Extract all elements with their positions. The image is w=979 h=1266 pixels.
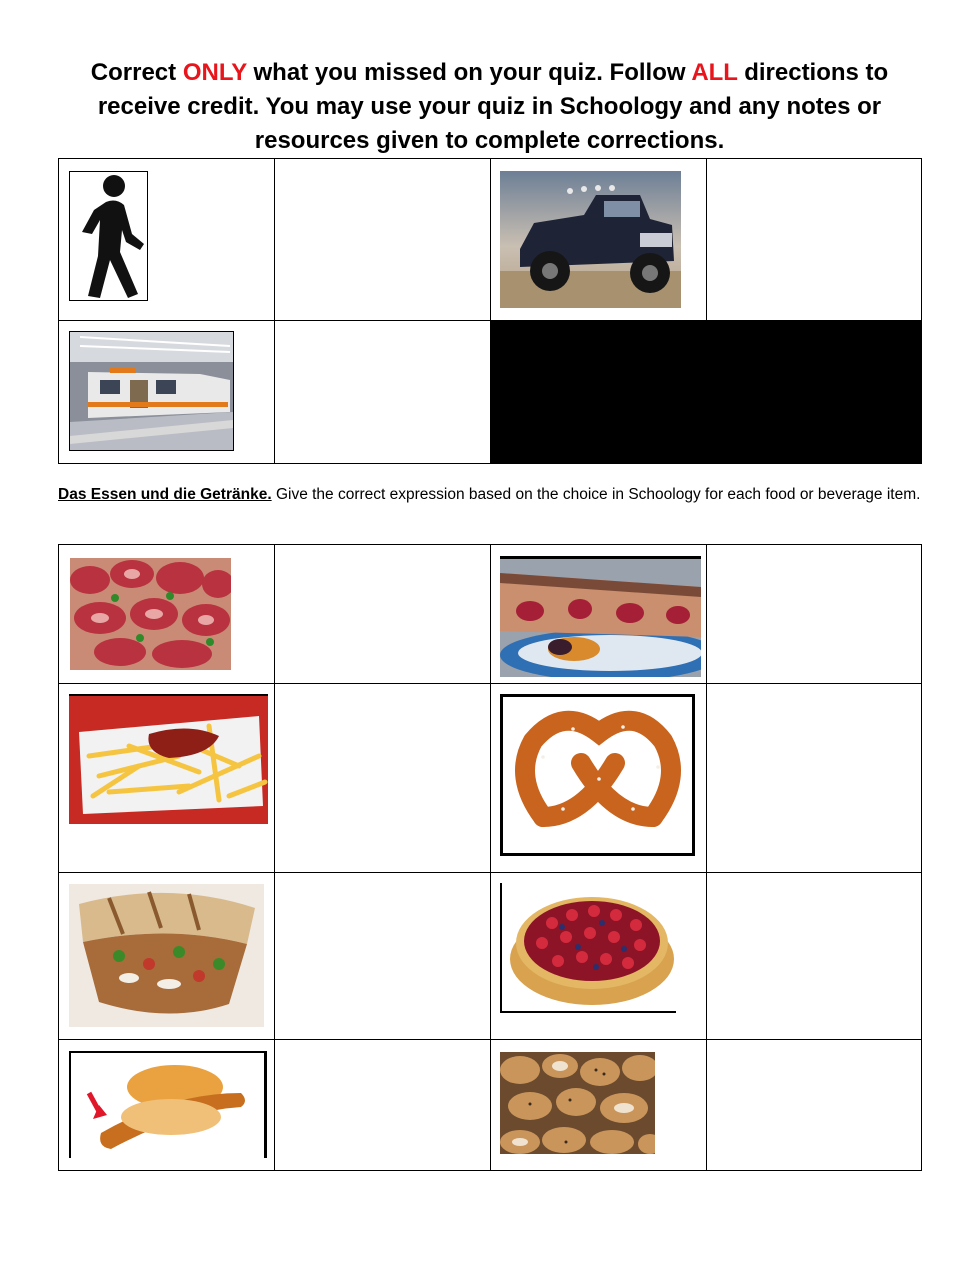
french-fries-image [69, 694, 268, 824]
sausage-roll-image [69, 1051, 267, 1158]
image-cell [59, 321, 275, 464]
food-table [58, 544, 922, 1171]
transport-table [58, 158, 922, 464]
plum-cake-image [500, 556, 701, 677]
pickup-truck-image [500, 171, 681, 308]
answer-cell[interactable] [707, 873, 922, 1040]
table-row [59, 159, 922, 321]
heading-text-2: what you missed on your quiz. Follow [246, 59, 692, 86]
image-cell [491, 684, 707, 873]
answer-cell[interactable] [707, 1040, 922, 1171]
table-row [59, 545, 922, 684]
image-cell [59, 159, 275, 321]
raw-meat-image [70, 558, 231, 670]
section-title: Das Essen und die Getränke. [58, 486, 272, 503]
heading-text-1: Correct [90, 59, 183, 86]
answer-cell[interactable] [707, 684, 922, 873]
section-instructions: Give the correct expression based on the choice in Schoology for each food or beverage item. [271, 486, 921, 503]
bread-rolls-image [500, 1052, 655, 1154]
heading-highlight-all: ALL [691, 59, 738, 86]
blacked-out-cell [491, 321, 707, 464]
image-cell [59, 873, 275, 1040]
image-cell [491, 873, 707, 1040]
heading-text-3: directions to receive credit. You may use your quiz in Schoology and any notes or resources given to complete corrections. [97, 59, 889, 154]
image-cell [491, 159, 707, 321]
answer-cell[interactable] [275, 545, 491, 684]
image-cell [59, 1040, 275, 1171]
image-cell [59, 545, 275, 684]
subway-train-image [69, 331, 234, 451]
table-row [59, 1040, 922, 1171]
food-section-intro [58, 485, 928, 505]
pretzel-image [500, 694, 695, 856]
image-cell [491, 1040, 707, 1171]
answer-cell[interactable] [275, 1040, 491, 1171]
answer-cell[interactable] [707, 159, 922, 321]
image-cell [491, 545, 707, 684]
page-heading [50, 56, 929, 158]
pedestrian-icon [69, 171, 148, 301]
table-row [59, 321, 922, 464]
table-row [59, 684, 922, 873]
answer-cell[interactable] [275, 159, 491, 321]
answer-cell[interactable] [275, 321, 491, 464]
image-cell [59, 684, 275, 873]
table-row [59, 873, 922, 1040]
doner-kebab-image [69, 884, 264, 1027]
blacked-out-cell [707, 321, 922, 464]
berry-tart-image [500, 883, 676, 1013]
answer-cell[interactable] [275, 684, 491, 873]
answer-cell[interactable] [275, 873, 491, 1040]
answer-cell[interactable] [707, 545, 922, 684]
heading-highlight-only: ONLY [182, 59, 247, 86]
